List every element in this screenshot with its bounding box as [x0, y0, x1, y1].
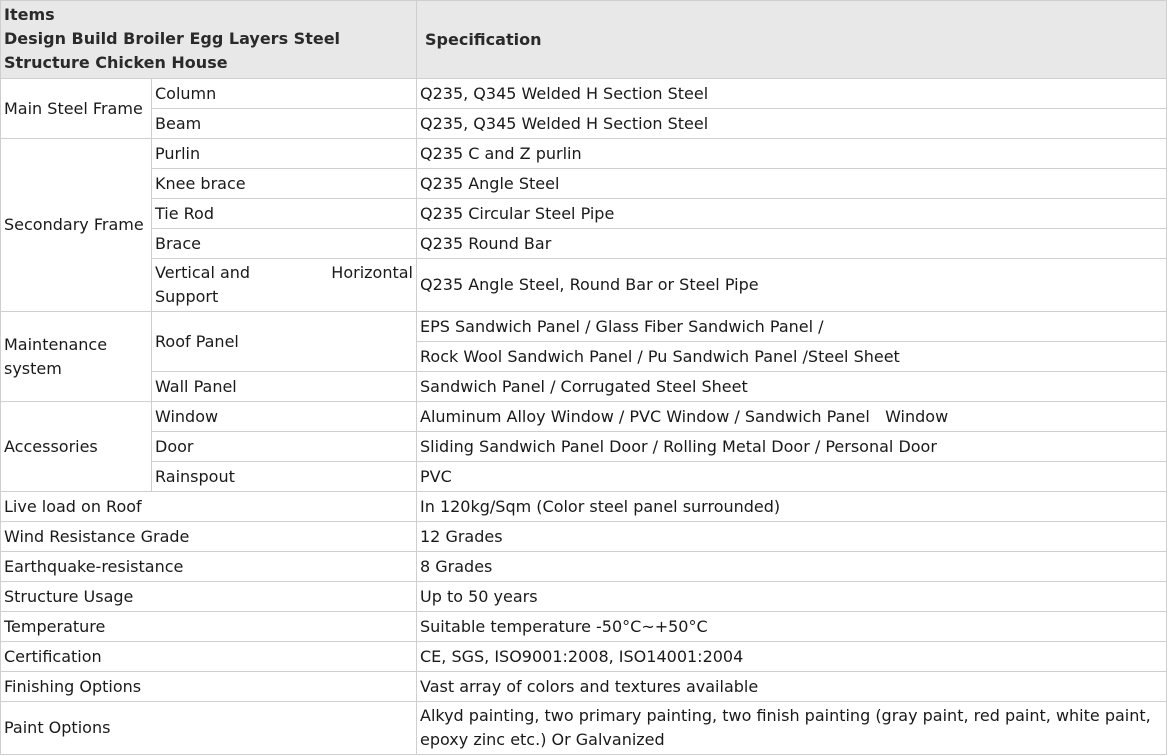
table-row: [1, 672, 1167, 702]
table-row: [1, 139, 1167, 169]
table-row: [1, 582, 1167, 612]
table-row: [1, 432, 1167, 462]
table-row: [1, 109, 1167, 139]
spec-cell: Q235 Round Bar: [417, 229, 1167, 259]
table-header-row: [1, 1, 1167, 79]
spec-cell: EPS Sandwich Panel / Glass Fiber Sandwich Panel /: [417, 312, 1167, 342]
items-label: Items: [4, 5, 55, 24]
item-cell: Temperature: [1, 612, 417, 642]
item-cell: Window: [152, 402, 417, 432]
table-row: [1, 612, 1167, 642]
spec-cell: Q235 C and Z purlin: [417, 139, 1167, 169]
table-row: [1, 169, 1167, 199]
spec-cell: Sliding Sandwich Panel Door / Rolling Metal Door / Personal Door: [417, 432, 1167, 462]
item-cell: Roof Panel: [152, 312, 417, 372]
item-cell: Rainspout: [152, 462, 417, 492]
item-cell: Purlin: [152, 139, 417, 169]
spec-cell: Sandwich Panel / Corrugated Steel Sheet: [417, 372, 1167, 402]
table-row: [1, 702, 1167, 755]
support-item-part1: Vertical and: [155, 263, 251, 282]
table-row: [1, 492, 1167, 522]
spec-cell: 12 Grades: [417, 522, 1167, 552]
specification-header: Specification: [417, 1, 1167, 79]
spec-cell: Vast array of colors and textures available: [417, 672, 1167, 702]
product-title-line2: Structure Chicken House: [4, 53, 228, 72]
group-maintenance-system: [1, 312, 152, 402]
item-cell: Finishing Options: [1, 672, 417, 702]
item-cell: Structure Usage: [1, 582, 417, 612]
spec-cell: Q235, Q345 Welded H Section Steel: [417, 109, 1167, 139]
item-cell: Tie Rod: [152, 199, 417, 229]
item-cell: Wind Resistance Grade: [1, 522, 417, 552]
product-title-line1: Design Build Broiler Egg Layers Steel: [4, 29, 341, 48]
group-accessories: Accessories: [1, 402, 152, 492]
group-main-steel-frame: Main Steel Frame: [1, 79, 152, 139]
items-header: [1, 1, 417, 79]
spec-cell: Q235 Angle Steel, Round Bar or Steel Pipe: [417, 259, 1167, 312]
spec-cell: Rock Wool Sandwich Panel / Pu Sandwich Panel /Steel Sheet: [417, 342, 1167, 372]
table-row: [1, 79, 1167, 109]
table-row: [1, 229, 1167, 259]
spec-cell: Up to 50 years: [417, 582, 1167, 612]
item-cell: Brace: [152, 229, 417, 259]
table-row: [1, 312, 1167, 342]
item-cell: Earthquake-resistance: [1, 552, 417, 582]
table-row: [1, 552, 1167, 582]
group-secondary-frame: Secondary Frame: [1, 139, 152, 312]
spec-cell: Suitable temperature -50°C~+50°C: [417, 612, 1167, 642]
table-row: [1, 259, 1167, 312]
item-cell: Certification: [1, 642, 417, 672]
spec-cell: 8 Grades: [417, 552, 1167, 582]
spec-cell: Q235, Q345 Welded H Section Steel: [417, 79, 1167, 109]
support-item-line1: [155, 261, 413, 285]
item-cell: Column: [152, 79, 417, 109]
item-cell: Knee brace: [152, 169, 417, 199]
table-row: [1, 462, 1167, 492]
spec-cell: CE, SGS, ISO9001:2008, ISO14001:2004: [417, 642, 1167, 672]
support-item-part2: Horizontal: [331, 263, 413, 282]
table-row: [1, 199, 1167, 229]
spec-cell: In 120kg/Sqm (Color steel panel surrounded): [417, 492, 1167, 522]
maintenance-label-line1: Maintenance: [4, 334, 108, 354]
table-row: [1, 522, 1167, 552]
table-row: [1, 642, 1167, 672]
item-cell: Door: [152, 432, 417, 462]
spec-cell: Alkyd painting, two primary painting, two finish painting (gray paint, red paint, white paint, epoxy zinc etc.) Or Galvanized: [417, 702, 1167, 755]
item-cell: Paint Options: [1, 702, 417, 755]
table-row: [1, 372, 1167, 402]
item-cell: Wall Panel: [152, 372, 417, 402]
item-cell: Beam: [152, 109, 417, 139]
support-item-line2: Support: [155, 287, 219, 306]
maintenance-label-line2: system: [4, 358, 62, 378]
spec-cell: Q235 Circular Steel Pipe: [417, 199, 1167, 229]
table-row: [1, 402, 1167, 432]
spec-cell: PVC: [417, 462, 1167, 492]
spec-cell: Aluminum Alloy Window / PVC Window / Sandwich Panel Window: [417, 402, 1167, 432]
item-cell: [152, 259, 417, 312]
spec-cell: Q235 Angle Steel: [417, 169, 1167, 199]
item-cell: Live load on Roof: [1, 492, 417, 522]
